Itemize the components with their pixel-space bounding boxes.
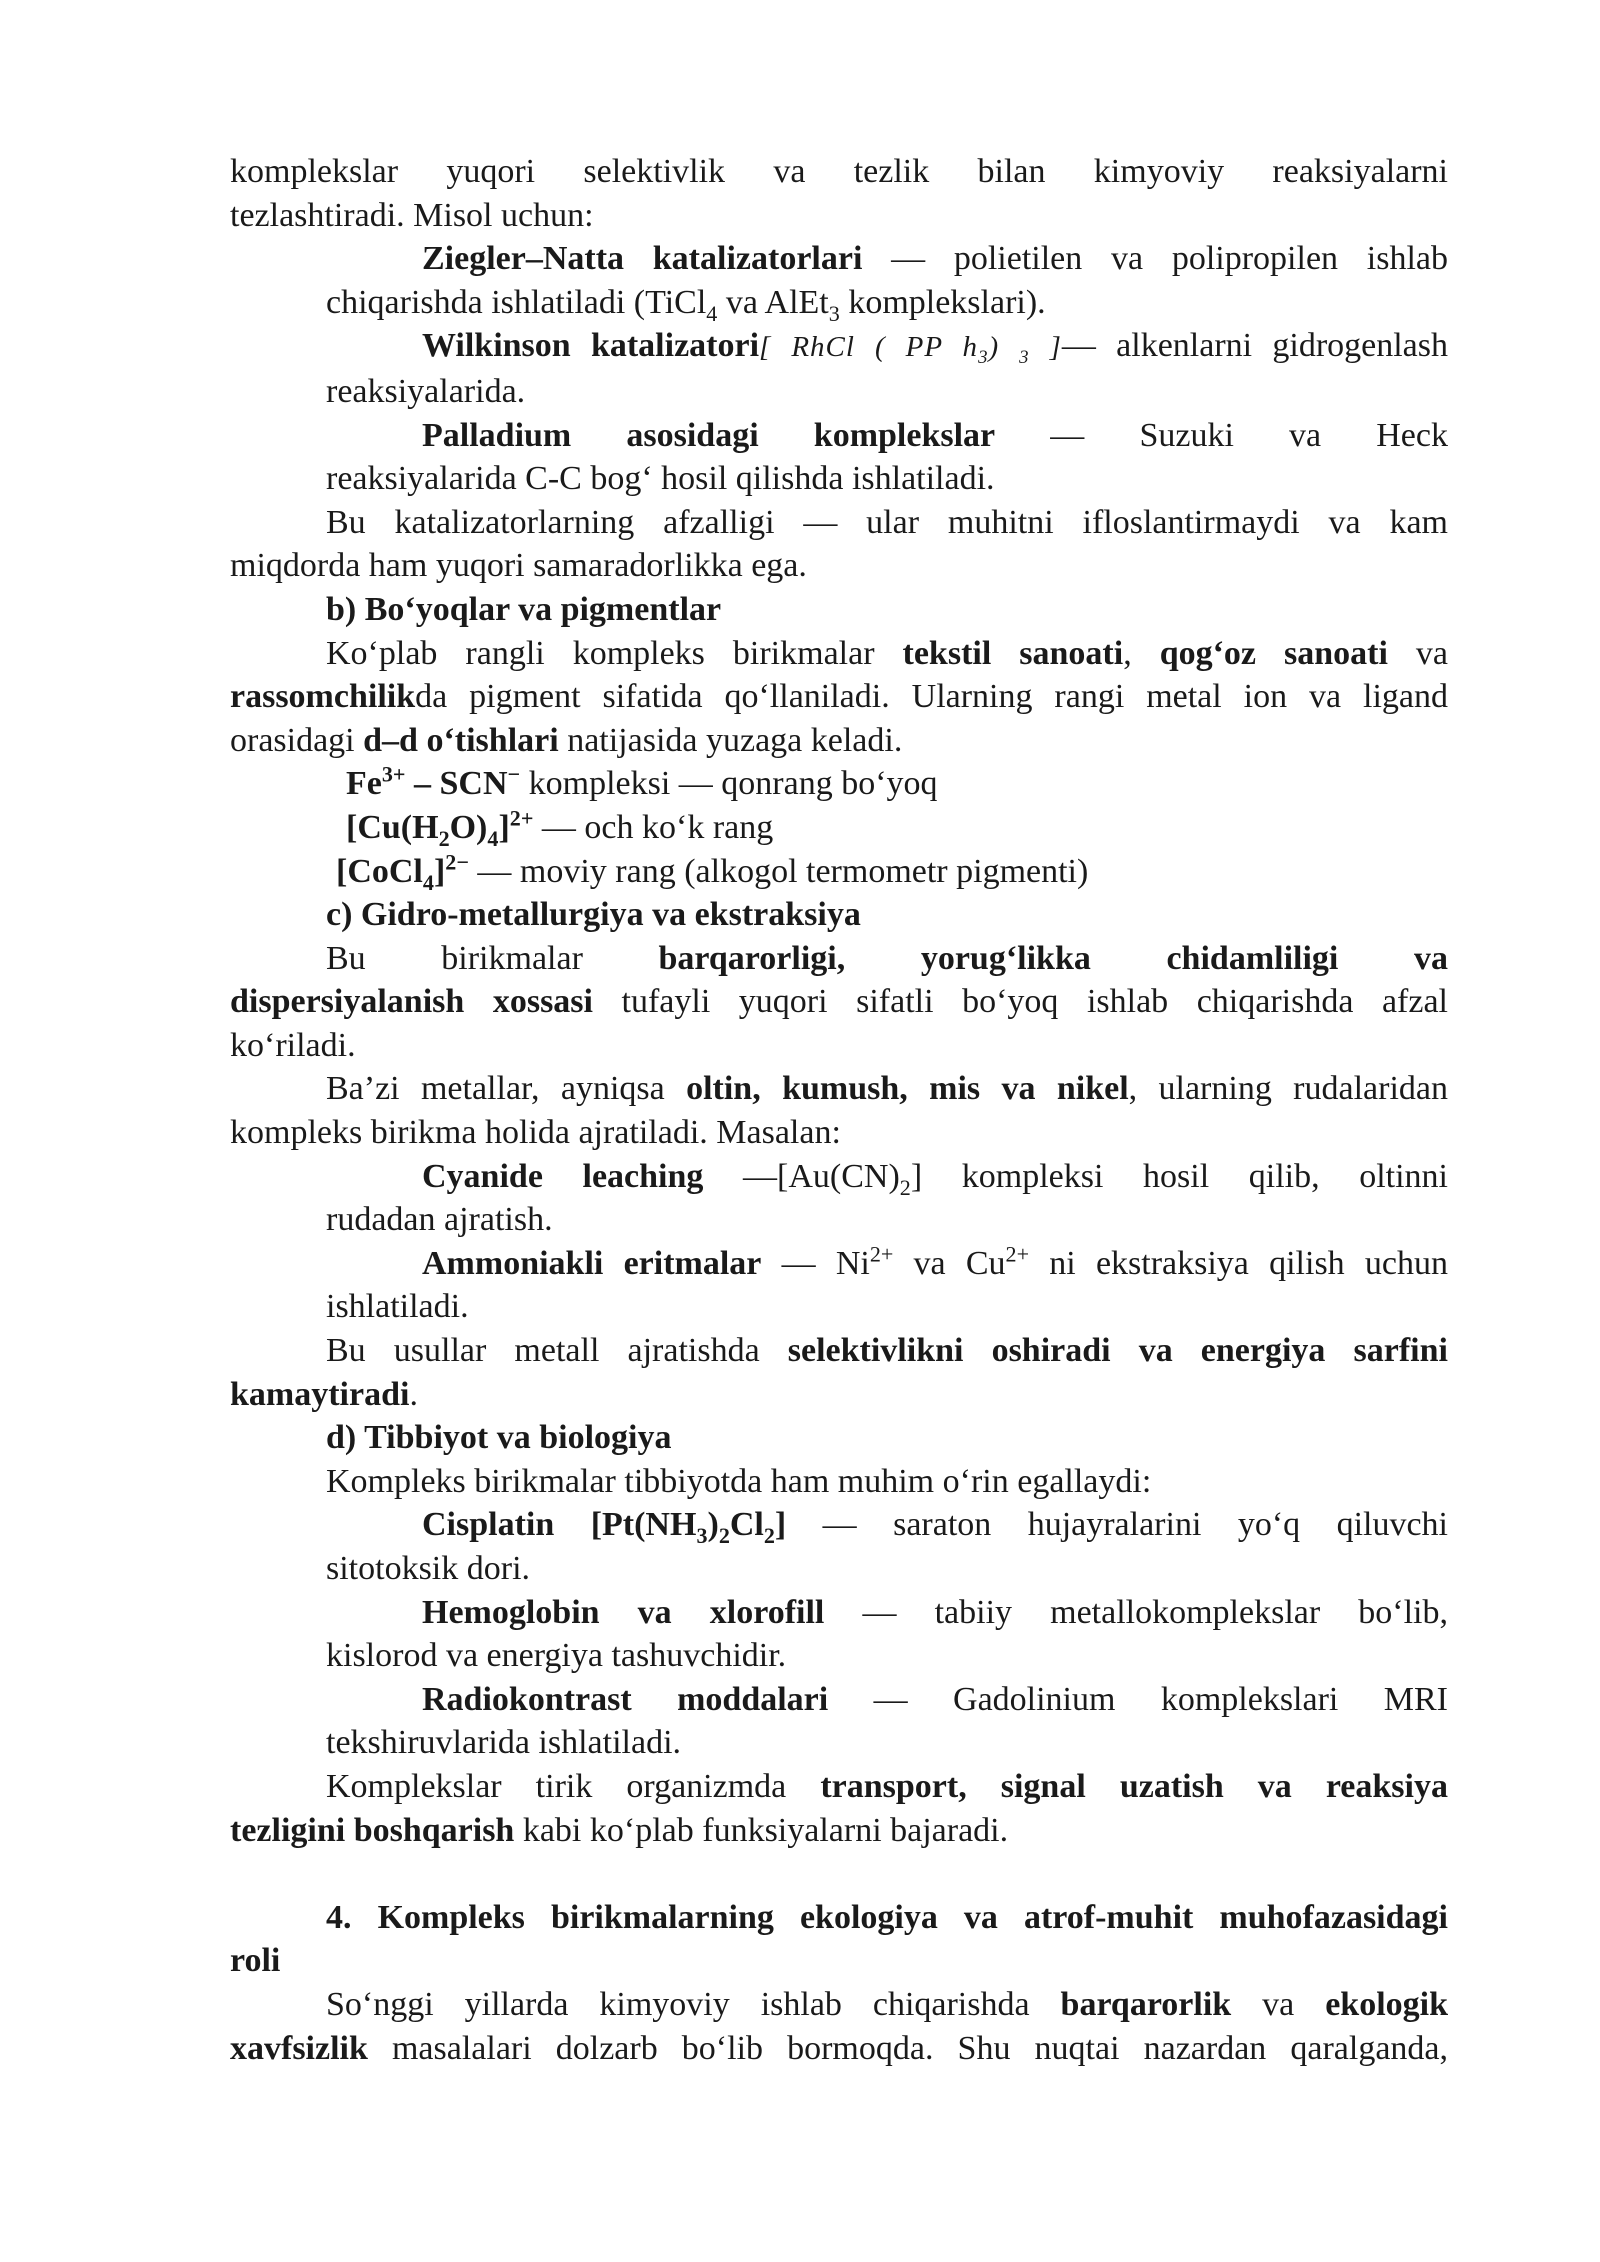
text-line: Ko‘plab rangli kompleks birikmalar tekstil sanoati, qog‘oz sanoati va	[326, 634, 1449, 672]
text-line: Bu birikmalar barqarorligi, yorug‘likka chidamliligi va	[326, 939, 1448, 977]
text-line: komplekslar yuqori selektivlik va tezlik bilan kimyoviy reaksiyalarni	[230, 153, 1448, 190]
text-line: kompleks birikma holida ajratiladi. Masalan:	[230, 1114, 841, 1152]
text-line: tezlashtiradi. Misol uchun:	[230, 196, 594, 234]
list-item-radiokontrast: Radiokontrast moddalari — Gadolinium komplekslari MRI	[422, 1680, 1448, 1718]
text-line: Bu katalizatorlarning afzalligi — ular muhitni ifloslantirmaydi va kam	[326, 503, 1448, 541]
text-line: ishlatiladi.	[326, 1288, 469, 1326]
text-line: kamaytiradi.	[230, 1375, 418, 1413]
pigment-item-fe-scn: $Fe^{3+} - SCN^-$ kompleksi — qonrang bo‘yoq	[346, 761, 938, 803]
list-item-cisplatin: Cisplatin $[Pt(NH_3)_2Cl_2]$ — saraton hujayralarini yo‘q qiluvchi	[422, 1506, 1449, 1549]
text-line: tekshiruvlarida ishlatiladi.	[326, 1724, 682, 1762]
text-line: dispersiyalanish xossasi tufayli yuqori sifatli bo‘yoq ishlab chiqarishda afzal	[230, 983, 1448, 1021]
text-line: rudadan ajratish.	[326, 1201, 553, 1239]
pigment-item-cocl4: [CoCl$_4$]$^{2-}$ — moviy rang (alkogol termometr pigmenti)	[336, 849, 1089, 895]
text-line: So‘nggi yillarda kimyoviy ishlab chiqarishda barqarorlik va ekologik	[326, 1985, 1448, 2023]
text-line: rassomchilikda pigment sifatida qo‘llaniladi. Ularning rangi metal ion va ligand	[230, 678, 1448, 716]
pigment-item-cu-h2o: $[Cu(H_2O)_4]^{2+}$ — och ko‘k rang	[346, 805, 774, 851]
text-line: chiqarishda ishlatiladi (TiCl$_4$ va AlEt$_3$ komplekslari).	[326, 283, 1046, 326]
text-line: reaksiyalarida C-C bog‘ hosil qilishda ishlatiladi.	[326, 460, 995, 498]
list-item-hemoglobin: Hemoglobin va xlorofill — tabiiy metallokomplekslar bo‘lib,	[422, 1593, 1448, 1631]
list-item-ammoniakli: Ammoniakli eritmalar — $Ni^{2+}$ va $Cu^{2+}$ ni ekstraksiya qilish uchun	[422, 1241, 1448, 1282]
blank-line	[230, 1852, 1448, 1896]
text-line: ko‘riladi.	[230, 1026, 356, 1064]
text-line: Ba’zi metallar, ayniqsa oltin, kumush, mis va nikel, ularning rudalaridan	[326, 1070, 1448, 1108]
text-line: reaksiyalarida.	[326, 372, 526, 410]
text-line: tezligini boshqarish kabi ko‘plab funksiyalarni bajaradi.	[230, 1811, 1009, 1849]
section-heading-c: c) Gidro-metallurgiya va ekstraksiya	[326, 896, 861, 934]
list-item-palladium: Palladium asosidagi komplekslar — Suzuki va Heck	[422, 416, 1448, 454]
text-line: miqdorda ham yuqori samaradorlikka ega.	[230, 547, 807, 585]
list-item-cyanide-leaching: Cyanide leaching $—[Au(CN)_2]$ kompleksi hosil qilib, oltinni	[422, 1157, 1448, 1200]
list-item-wilkinson: Wilkinson katalizatori[ RhCl ( PP $h_3$) $_3$ ]— alkenlarni gidrogenlash	[422, 327, 1448, 369]
section-heading-b: b) Bo‘yoqlar va pigmentlar	[326, 590, 722, 628]
text-line: kislorod va energiya tashuvchidir.	[326, 1637, 787, 1675]
text-line: sitotoksik dori.	[326, 1550, 531, 1587]
section-heading-d: d) Tibbiyot va biologiya	[326, 1419, 672, 1457]
text-line: Bu usullar metall ajratishda selektivlikni oshiradi va energiya sarfini	[326, 1332, 1448, 1370]
text-line: Kompleks birikmalar tibbiyotda ham muhim o‘rin egallaydi:	[326, 1462, 1152, 1500]
text-line: Komplekslar tirik organizmda transport, signal uzatish va reaksiya	[326, 1767, 1448, 1805]
wilkinson-formula: [ RhCl ( PP $h_3$) $_3$ ]	[759, 331, 1062, 369]
list-item-ziegler-natta: Ziegler–Natta katalizatorlari — polietilen va polipropilen ishlab	[422, 240, 1448, 278]
text-line: xavfsizlik masalalari dolzarb bo‘lib bormoqda. Shu nuqtai nazardan qaralganda,	[230, 2029, 1448, 2067]
section-heading-4: 4. Kompleks birikmalarning ekologiya va atrof-muhit muhofazasidagi	[326, 1898, 1448, 1936]
text-line: orasidagi d–d o‘tishlari natijasida yuzaga keladi.	[230, 721, 903, 759]
section-heading-4-cont: roli	[230, 1942, 281, 1980]
